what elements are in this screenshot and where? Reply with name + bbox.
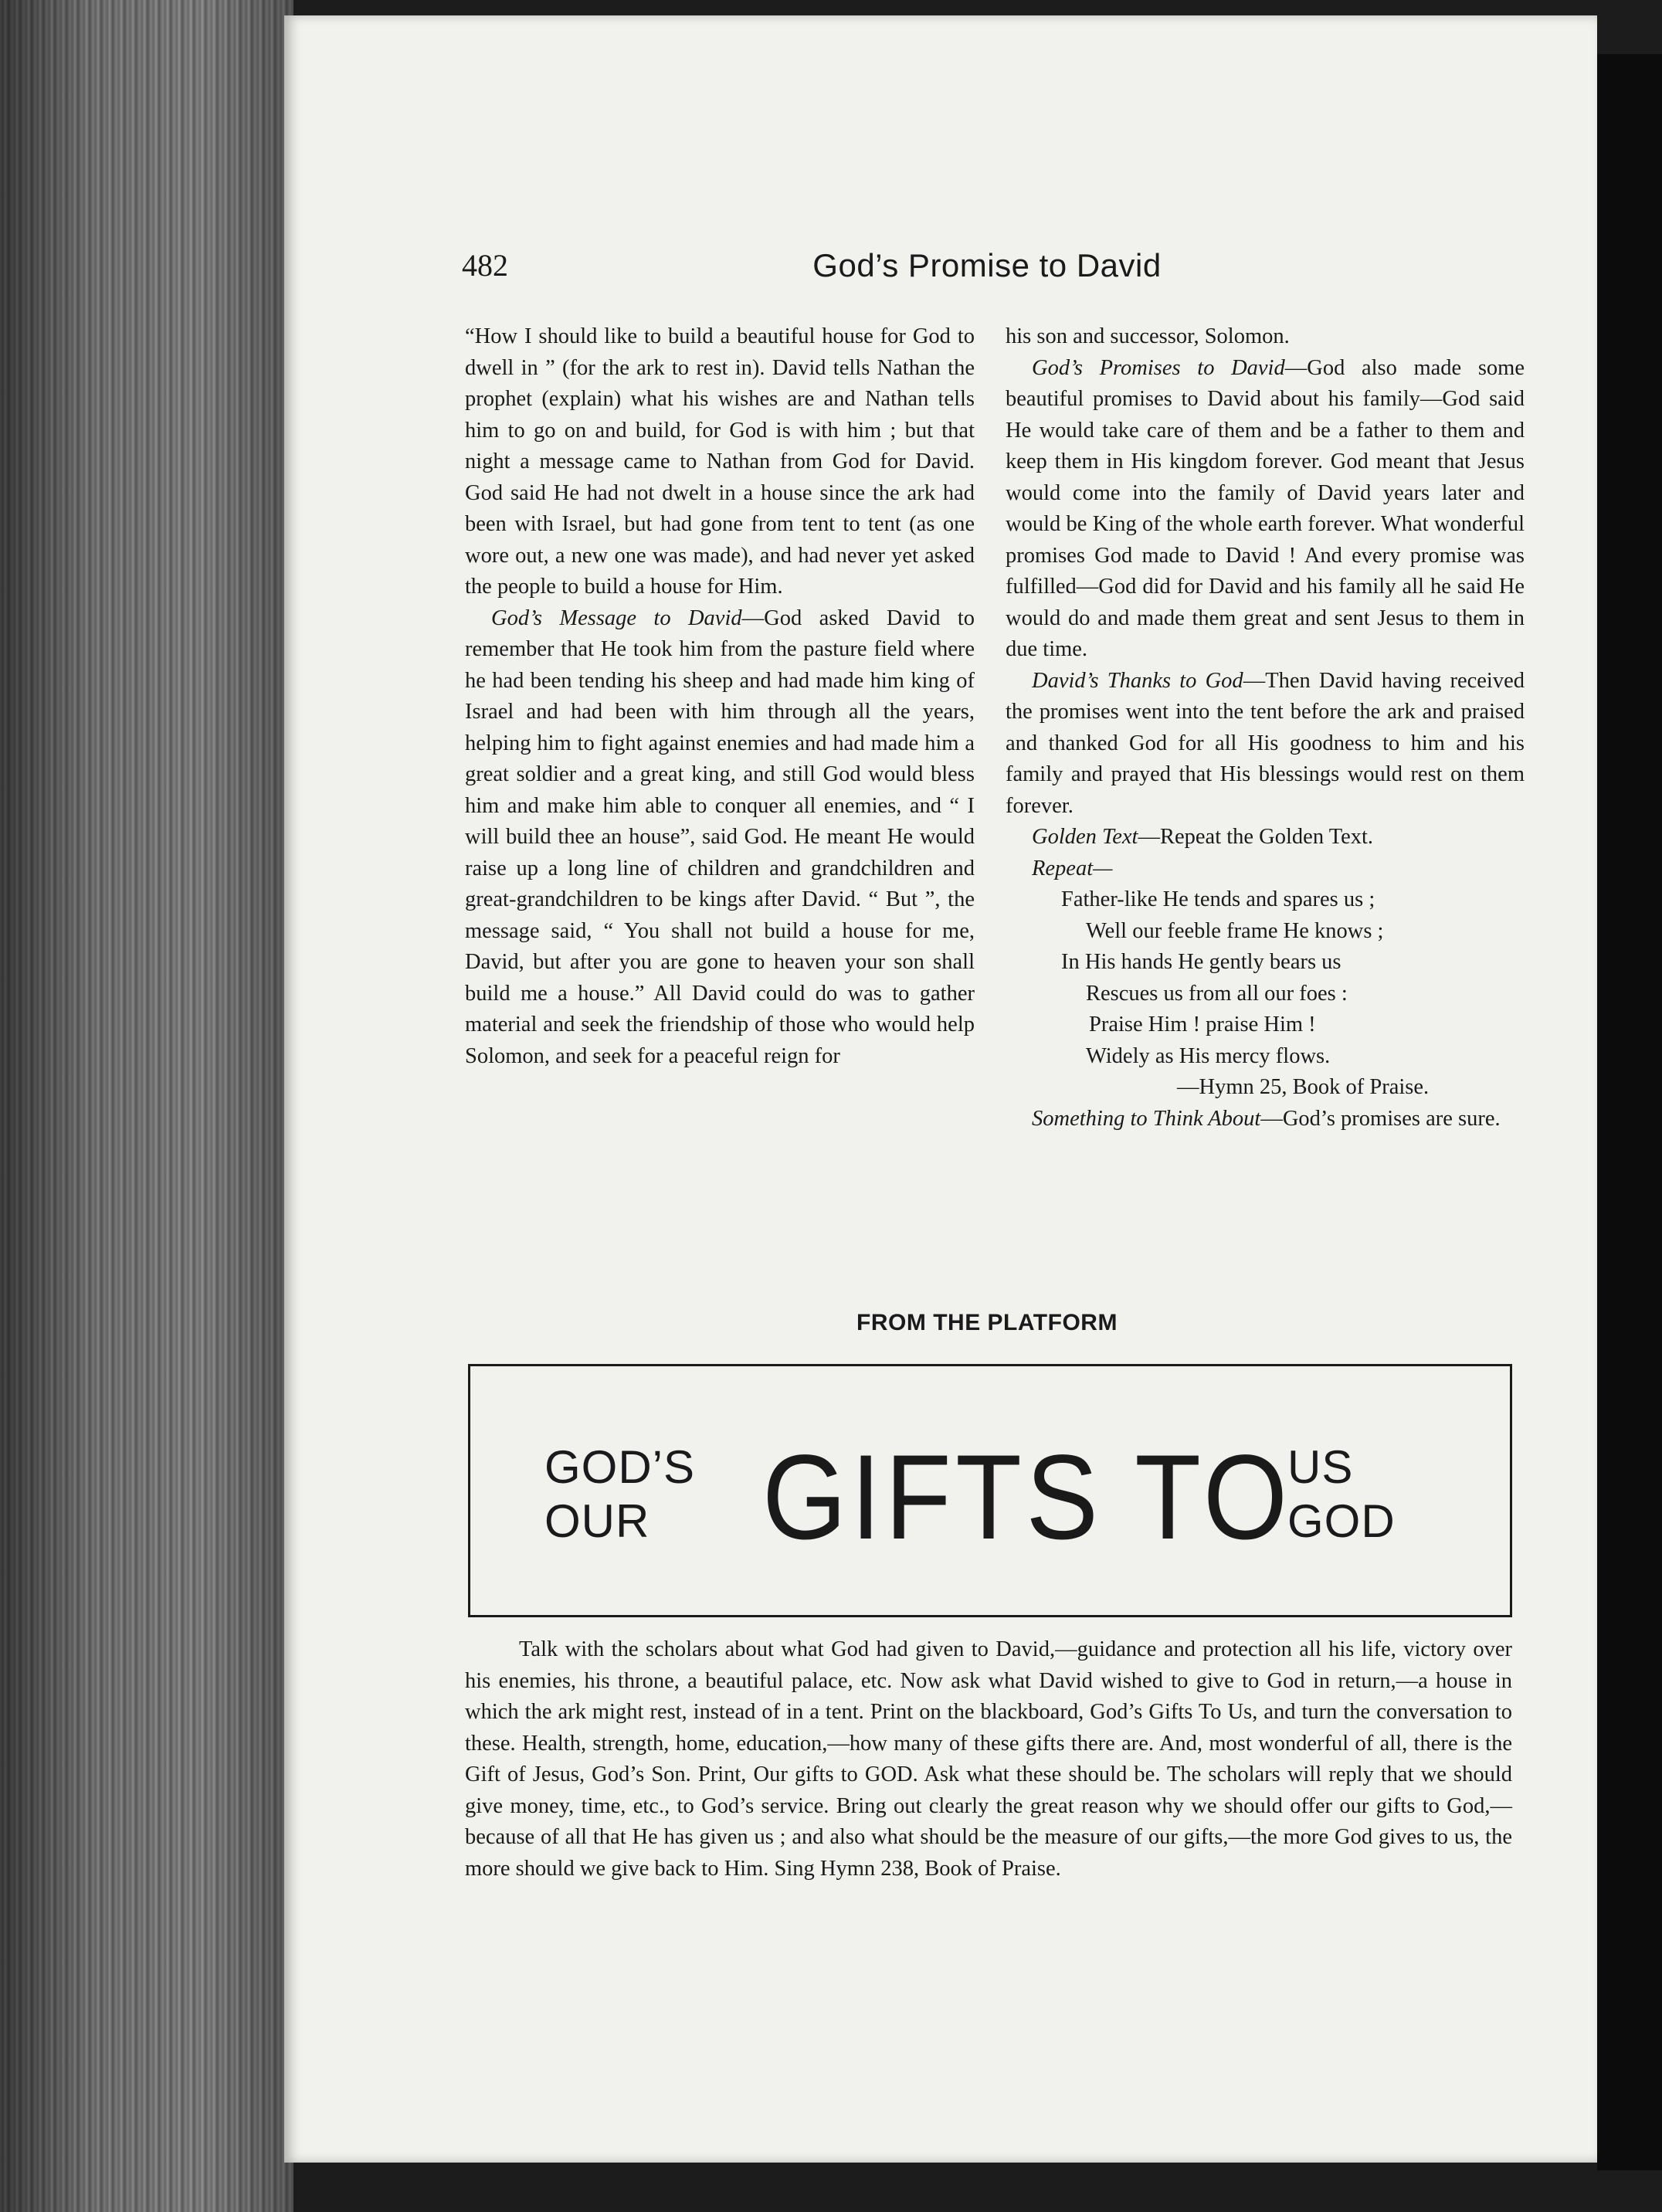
right-paragraph-2 (1006, 666, 1525, 823)
section-heading: David’s Thanks to God (1032, 668, 1243, 693)
board-word-gifts-to: GIFTS TO (762, 1430, 1292, 1565)
paragraph-body: —God asked David to remember that He took him from the pasture field where he had been tending his sheep and had made him king of Israel and had been with him through all the years, helping him to fight against enemies and had made him a great soldier and a great king, and still God would bless him and make him able to conquer all enemies, and “ I will build thee an house”, said God. He meant He would raise up a long line of children and grandchildren and great-grandchildren to be kings after David. “ But ”, the message said, “ You shall not build a house for me, David, but after you are gone to heaven your son shall build me a house.” All David could do was to gather material and seek the friendship of those who would help Solomon, and seek for a peaceful reign for (465, 606, 975, 1068)
repeat-label-text: Repeat— (1032, 856, 1113, 880)
hymn-verse (1006, 884, 1525, 1104)
hymn-source: —Hymn 25, Book of Praise. (1177, 1075, 1430, 1099)
left-paragraph-1: “How I should like to build a beautiful house for God to dwell in ” (for the ark to rest in). David tells Nathan the prophet (explain) what his wishes are and Nathan tells him to go on and build, for God is with him ; but that night a message came to Nathan from God for David. God said He had not dwelt in a house since the ark had been with Israel, but had gone from tent to tent (as one wore out, a new one was made), and had never yet asked the people to build a house for Him. (465, 324, 975, 599)
hymn-line: Praise Him ! praise Him ! (1089, 1013, 1316, 1036)
page-number: 482 (462, 248, 508, 283)
running-title: God’s Promise to David (812, 247, 1162, 283)
board-word-us: US (1287, 1441, 1354, 1493)
section-heading: Something to Think About (1032, 1106, 1261, 1131)
hymn-line: Father-like He tends and spares us ; (1061, 887, 1375, 911)
facing-page-shadow (1597, 54, 1662, 2170)
right-paragraph-0: his son and successor, Solomon. (1006, 324, 1290, 348)
repeat-label (1006, 853, 1525, 885)
hymn-line: Widely as His mercy flows. (1086, 1043, 1331, 1068)
paragraph-body: —God’s promises are sure. (1260, 1106, 1501, 1131)
running-head (462, 247, 1512, 293)
platform-talk-paragraph: Talk with the scholars about what God had given to David,—guidance and protection all his life, victory over his enemies, his throne, a beautiful palace, etc. Now ask what David wished to give to God in return,—a house in which the ark might rest, instead of in a tent. Print on the blackboard, God’s Gifts To Us, and turn the conversation to these. Health, strength, home, education,—how many of these gifts there are. And, most wonderful of all, there is the Gift of Jesus, God’s Son. Print, Our gifts to GOD. Ask what these should be. The scholars will reply that we should give money, time, etc., to God’s service. Bring out clearly the great reason why we should offer our gifts to God,—because of all that He has given us ; and also what should be the measure of our gifts,—the more God gives to us, the more should we give back to Him. Sing Hymn 238, Book of Praise. (465, 1637, 1512, 1881)
book-page (284, 15, 1597, 2163)
board-word-gods: GOD’S (544, 1441, 696, 1493)
paragraph-body: —Repeat the Golden Text. (1138, 825, 1374, 849)
book-edge-shadow (0, 0, 293, 2212)
blackboard-diagram (468, 1364, 1512, 1617)
right-paragraph-3 (1006, 822, 1525, 853)
section-heading: Golden Text (1032, 825, 1138, 849)
platform-talk (465, 1634, 1512, 1885)
platform-heading: FROM THE PLATFORM (856, 1310, 1118, 1335)
right-column (1006, 321, 1525, 1135)
hymn-line: Rescues us from all our foes : (1086, 981, 1348, 1006)
left-paragraph-2 (465, 603, 975, 1073)
paragraph-body: —Then David having received the promises went into the tent before the ark and praised and thanked God for all His goodness to him and his family and prayed that His blessings would rest on them forever. (1006, 668, 1525, 818)
hymn-line: Well our feeble frame He knows ; (1086, 918, 1384, 943)
section-heading: God’s Message to David (491, 606, 742, 630)
board-word-our: OUR (544, 1495, 650, 1547)
paragraph-body: —God also made some beautiful promises to David about his family—God said He would take care of them and be a father to them and keep them in His kingdom forever. God meant that Jesus would come into the family of David years later and would be King of the whole earth forever. What wonderful promises God made to David ! And every promise was fulfilled—God did for David and his family all he said He would do and made them great and sent Jesus to them in due time. (1006, 355, 1525, 661)
right-paragraph-1 (1006, 353, 1525, 666)
left-column (465, 321, 975, 1072)
hymn-line: In His hands He gently bears us (1061, 950, 1341, 974)
board-word-god: GOD (1287, 1495, 1396, 1547)
right-paragraph-4 (1006, 1104, 1525, 1135)
section-heading: God’s Promises to David (1032, 355, 1285, 380)
